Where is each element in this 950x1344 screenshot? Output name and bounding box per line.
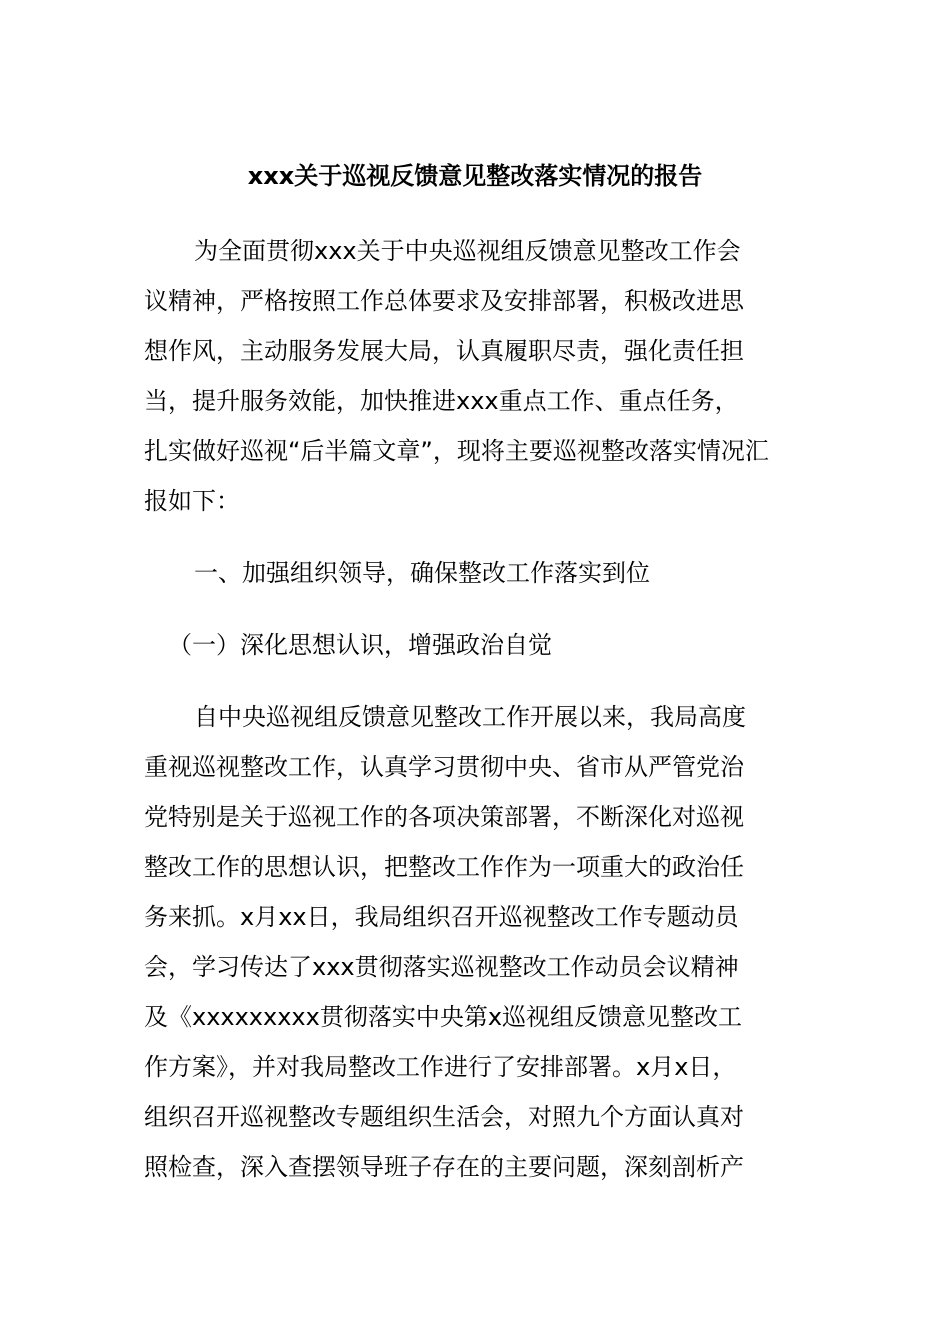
body-line-9: 组织召开巡视整改专题组织生活会，对照九个方面认真对	[144, 1103, 744, 1131]
body-line-1: 自中央巡视组反馈意见整改工作开展以来，我局高度	[194, 703, 746, 731]
body-line-8: 作方案》，并对我局整改工作进行了安排部署。x月x日，	[144, 1053, 737, 1081]
subsection-heading: （一）深化思想认识，增强政治自觉	[168, 631, 552, 659]
body-line-10: 照检查，深入查摆领导班子存在的主要问题，深刻剖析产	[144, 1153, 744, 1181]
intro-line-6: 报如下：	[144, 487, 240, 515]
section-heading: 一、加强组织领导，确保整改工作落实到位	[194, 559, 650, 587]
intro-line-5: 扎实做好巡视“后半篇文章”，现将主要巡视整改落实情况汇	[144, 437, 769, 465]
intro-line-3: 想作风，主动服务发展大局，认真履职尽责，强化责任担	[144, 337, 744, 365]
intro-line-2: 议精神，严格按照工作总体要求及安排部署，积极改进思	[144, 287, 744, 315]
intro-line-4: 当，提升服务效能，加快推进xxx重点工作、重点任务，	[144, 387, 739, 415]
intro-line-1: 为全面贯彻xxx关于中央巡视组反馈意见整改工作会	[194, 237, 741, 265]
body-line-6: 会，学习传达了xxx贯彻落实巡视整改工作动员会议精神	[144, 953, 739, 981]
body-line-2: 重视巡视整改工作，认真学习贯彻中央、省市从严管党治	[144, 753, 744, 781]
body-line-5: 务来抓。x月xx日，我局组织召开巡视整改工作专题动员	[144, 903, 739, 931]
document-title: xxx关于巡视反馈意见整改落实情况的报告	[247, 162, 703, 190]
body-line-7: 及《xxxxxxxxx贯彻落实中央第x巡视组反馈意见整改工	[144, 1003, 743, 1031]
body-line-4: 整改工作的思想认识，把整改工作作为一项重大的政治任	[144, 853, 744, 881]
body-line-3: 党特别是关于巡视工作的各项决策部署，不断深化对巡视	[144, 803, 744, 831]
